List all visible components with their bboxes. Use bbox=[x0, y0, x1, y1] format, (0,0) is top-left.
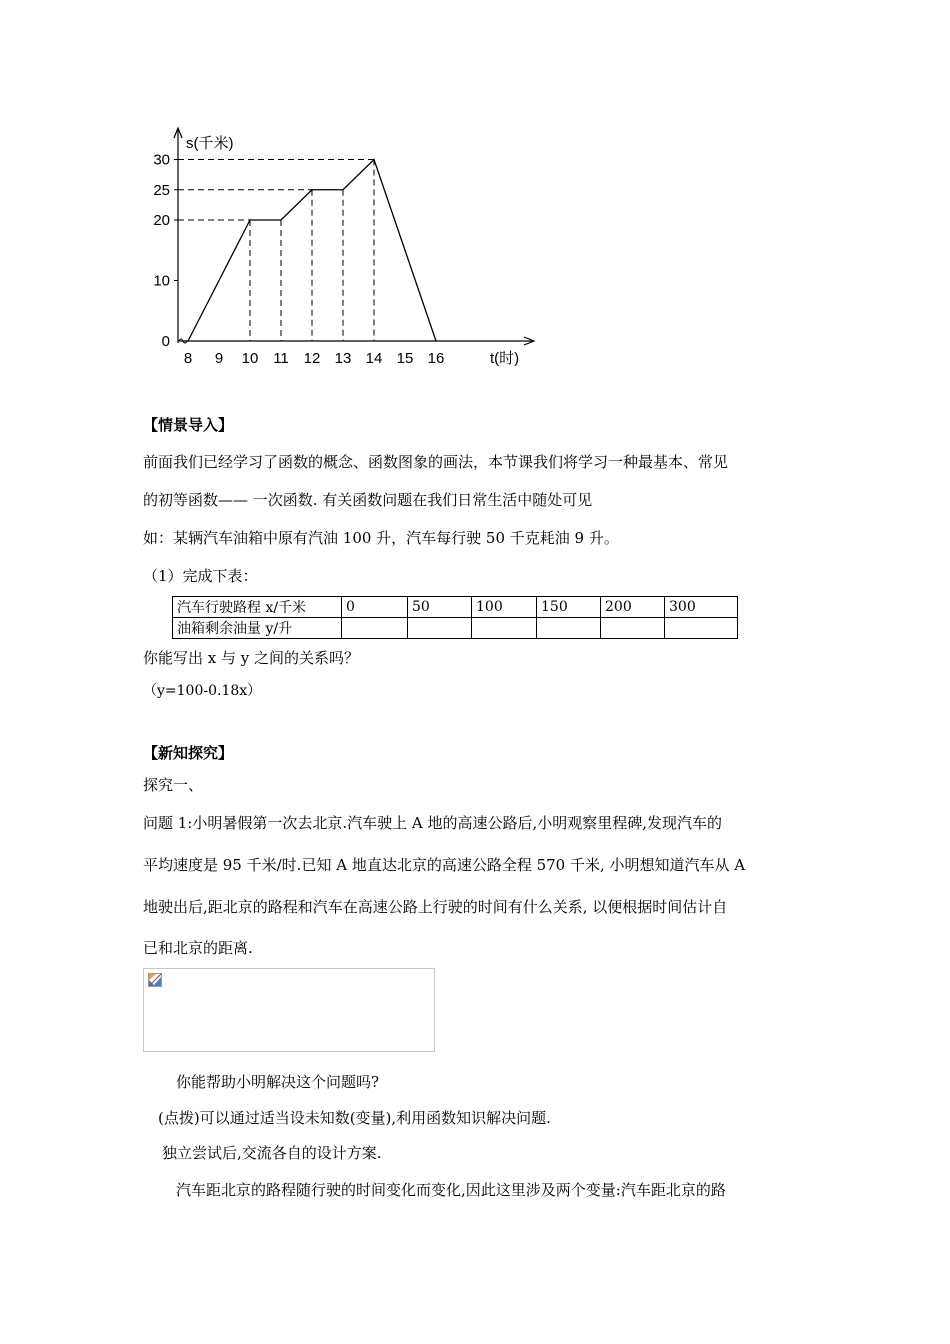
table-cell bbox=[408, 618, 472, 639]
question-text: 你能写出 x 与 y 之间的关系吗？ bbox=[143, 649, 360, 667]
table-cell: 100 bbox=[472, 597, 537, 618]
x-tick-label: 14 bbox=[365, 350, 383, 367]
section-heading-explore: 【新知探究】 bbox=[143, 744, 234, 762]
chart-layer bbox=[153, 128, 534, 367]
data-point bbox=[435, 340, 437, 342]
data-point bbox=[311, 189, 313, 191]
table-cell: 0 bbox=[342, 597, 408, 618]
intro-line-3: 如：某辆汽车油箱中原有汽油 100 升，汽车每行驶 50 千克耗油 9 升。 bbox=[143, 529, 619, 547]
table-cell: 汽车行驶路程 x/千米 bbox=[173, 597, 342, 618]
explanation-line: 汽车距北京的路程随行驶的时间变化而变化,因此这里涉及两个变量:汽车距北京的路 bbox=[176, 1181, 726, 1199]
fuel-table bbox=[172, 596, 738, 639]
table-cell: 300 bbox=[665, 597, 738, 618]
intro-line-2: 的初等函数—— 一次函数. 有关函数问题在我们日常生活中随处可见 bbox=[143, 491, 593, 509]
intro-line-1: 前面我们已经学习了函数的概念、函数图象的画法，本节课我们将学习一种最基本、常见 bbox=[143, 453, 729, 471]
table-cell: 150 bbox=[537, 597, 601, 618]
y-tick-label: 25 bbox=[153, 181, 170, 199]
table-cell bbox=[537, 618, 601, 639]
x-tick-label: 10 bbox=[241, 350, 259, 367]
table-row bbox=[173, 618, 738, 639]
broken-image-placeholder bbox=[143, 968, 435, 1052]
broken-image-icon bbox=[148, 973, 162, 987]
data-point bbox=[187, 340, 189, 342]
y-tick-label: 30 bbox=[153, 151, 170, 169]
table-cell bbox=[472, 618, 537, 639]
hint-text: (点拨)可以通过适当设未知数(变量),利用函数知识解决问题. bbox=[158, 1109, 551, 1127]
help-question: 你能帮助小明解决这个问题吗? bbox=[176, 1073, 380, 1091]
x-tick-label: 8 bbox=[183, 350, 193, 367]
y-axis-label: s(千米) bbox=[186, 135, 234, 152]
data-point bbox=[342, 189, 344, 191]
answer-text: （y=100-0.18x） bbox=[143, 683, 262, 699]
explore-subheading: 探究一、 bbox=[143, 776, 204, 794]
x-tick-label: 16 bbox=[427, 350, 445, 367]
y-tick-label: 20 bbox=[153, 212, 170, 229]
table-cell: 50 bbox=[408, 597, 472, 618]
data-point bbox=[249, 219, 251, 221]
table-cell: 200 bbox=[601, 597, 665, 618]
problem-line-4: 已和北京的距离. bbox=[143, 939, 253, 957]
x-axis-label: t(时) bbox=[490, 350, 520, 367]
section-heading-intro: 【情景导入】 bbox=[143, 416, 234, 434]
x-tick-label: 15 bbox=[396, 350, 414, 367]
x-tick-label: 11 bbox=[273, 350, 289, 367]
y-tick-label: 10 bbox=[153, 272, 170, 290]
x-tick-label: 13 bbox=[334, 350, 352, 367]
data-point bbox=[373, 159, 375, 161]
intro-line-4: （1）完成下表： bbox=[143, 567, 258, 585]
table-cell: 油箱剩余油量 y/升 bbox=[173, 618, 342, 639]
table-cell bbox=[601, 618, 665, 639]
data-point bbox=[280, 219, 282, 221]
table-row bbox=[173, 597, 738, 618]
y-tick-label: 0 bbox=[161, 333, 170, 350]
x-tick-label: 12 bbox=[303, 350, 321, 367]
table-cell bbox=[342, 618, 408, 639]
x-tick-label: 9 bbox=[214, 350, 224, 367]
distance-time-chart bbox=[130, 120, 550, 380]
table-cell bbox=[665, 618, 738, 639]
try-text: 独立尝试后,交流各自的设计方案. bbox=[162, 1144, 382, 1162]
problem-line-2: 平均速度是 95 千米/时.已知 A 地直达北京的高速公路全程 570 千米, 小明想知道汽车从 A bbox=[143, 856, 746, 874]
problem-line-3: 地驶出后,距北京的路程和汽车在高速公路上行驶的时间有什么关系, 以便根据时间估计自 bbox=[143, 898, 728, 916]
problem-line-1: 问题 1:小明暑假第一次去北京.汽车驶上 A 地的高速公路后,小明观察里程碑,发现汽车的 bbox=[143, 814, 723, 832]
